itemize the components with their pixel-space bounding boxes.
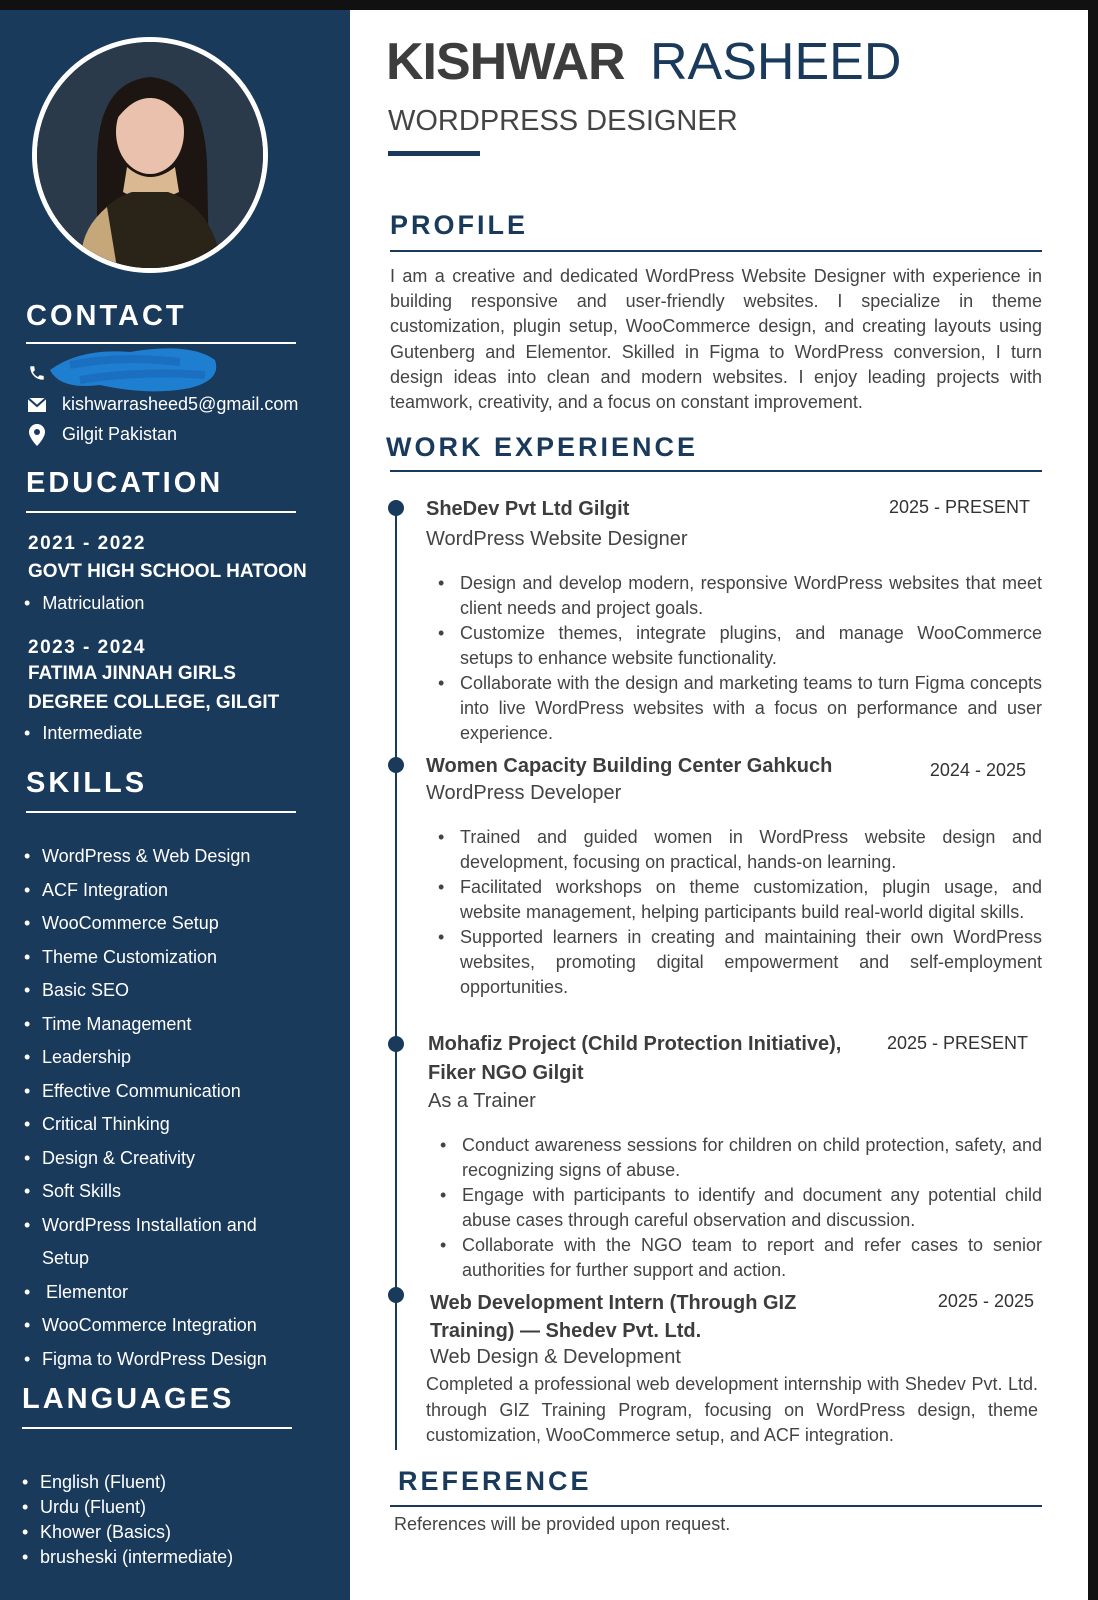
skill-label: WooCommerce Integration bbox=[42, 1315, 257, 1335]
edu-2-school-line1: FATIMA JINNAH GIRLS bbox=[28, 663, 236, 684]
skill-item: • WooCommerce Integration bbox=[24, 1309, 267, 1343]
redaction-scribble bbox=[40, 340, 230, 398]
resume-page bbox=[0, 10, 1088, 1600]
profile-photo bbox=[32, 37, 268, 273]
language-item: • Khower (Basics) bbox=[22, 1520, 233, 1545]
job-1-role: WordPress Website Designer bbox=[426, 528, 688, 550]
job-4-company-line1: Web Development Intern (Through GIZ bbox=[430, 1292, 797, 1314]
reference-heading: REFERENCE bbox=[398, 1466, 592, 1496]
job-4-description: Completed a professional web development internship with Shedev Pvt. Ltd. through GIZ Training Program, focusing on WordPress design, theme customization, WooCommerce setup, and ACF integration. bbox=[426, 1374, 1038, 1445]
skill-label: WooCommerce Setup bbox=[42, 913, 219, 933]
first-name: KISHWAR bbox=[386, 33, 625, 91]
languages-divider bbox=[22, 1427, 292, 1429]
skill-label: Effective Communication bbox=[42, 1080, 241, 1101]
email-text: kishwarrasheed5@gmail.com bbox=[62, 394, 299, 414]
skill-label: WordPress & Web Design bbox=[42, 846, 251, 866]
timeline-dot bbox=[388, 757, 404, 773]
skill-item: • Critical Thinking bbox=[24, 1108, 267, 1142]
education-divider bbox=[26, 511, 296, 513]
job-bullet: • Engage with participants to identify and document any potential child abuse cases through careful observation and discussion. bbox=[434, 1183, 1042, 1233]
skill-label: Design & Creativity bbox=[42, 1147, 196, 1168]
portrait-illustration bbox=[37, 42, 263, 268]
profile-divider bbox=[390, 250, 1042, 252]
languages-heading: LANGUAGES bbox=[22, 1383, 235, 1415]
skill-item: • Time Management bbox=[24, 1008, 267, 1042]
skill-label: Setup bbox=[42, 1248, 90, 1268]
skill-label: Leadership bbox=[42, 1047, 132, 1067]
profile-text: I am a creative and dedicated WordPress Website Designer with experience in building responsive and user-friendly websites. I specialize in theme customization, plugin setup, WooCommerce design, and creating layouts using Gutenberg and Elementor. Skilled in Figma to WordPress conversion, I turn design ideas into clean and modern websites. I enjoy leading projects with teamwork, creativity, and a focus on constant improvement. bbox=[390, 266, 1042, 413]
job-2-role: WordPress Developer bbox=[426, 782, 622, 804]
job-1-bullets bbox=[432, 571, 1042, 746]
skill-item: • Effective Communication bbox=[24, 1075, 267, 1109]
sidebar bbox=[0, 10, 350, 1600]
language-item: • Urdu (Fluent) bbox=[22, 1495, 233, 1520]
job-4-company-line2: Training) — Shedev Pvt. Ltd. bbox=[430, 1320, 702, 1342]
location-text: Gilgit Pakistan bbox=[62, 424, 178, 444]
job-3-role: As a Trainer bbox=[428, 1090, 536, 1112]
edu-2-school-line2: DEGREE COLLEGE, GILGIT bbox=[28, 692, 280, 713]
contact-phone[interactable] bbox=[26, 362, 176, 383]
education-heading: EDUCATION bbox=[26, 467, 224, 499]
timeline-dot bbox=[388, 1036, 404, 1052]
skill-label: ACF Integration bbox=[42, 879, 169, 900]
skill-label: Elementor bbox=[46, 1281, 129, 1302]
job-4-dates: 2025 - 2025 bbox=[937, 1291, 1034, 1311]
skill-label: WordPress Installation and bbox=[42, 1214, 257, 1235]
job-bullet: • Collaborate with the design and marketing teams to turn Figma concepts into live WordPress websites with a focus on performance and user experience. bbox=[432, 671, 1042, 746]
skill-item: • Soft Skills bbox=[24, 1175, 267, 1209]
job-bullet: • Customize themes, integrate plugins, and manage WooCommerce setups to enhance website functionality. bbox=[432, 621, 1042, 671]
skill-label: Basic SEO bbox=[42, 980, 130, 1000]
languages-list bbox=[22, 1470, 233, 1570]
skill-label: Critical Thinking bbox=[42, 1114, 170, 1134]
work-experience-heading: WORK EXPERIENCE bbox=[386, 432, 699, 462]
skill-item: • WooCommerce Setup bbox=[24, 907, 267, 941]
map-pin-icon bbox=[26, 425, 48, 445]
edu-2-detail: • Intermediate bbox=[24, 723, 142, 744]
skills-heading: SKILLS bbox=[26, 767, 148, 799]
skill-label: Soft Skills bbox=[42, 1181, 122, 1201]
skill-item: • ACF Integration bbox=[24, 874, 267, 908]
contact-email[interactable] bbox=[26, 394, 298, 415]
job-1-dates: 2025 - PRESENT bbox=[888, 497, 1030, 517]
reference-text: References will be provided upon request. bbox=[394, 1514, 731, 1534]
timeline-dot bbox=[388, 500, 404, 516]
main-content bbox=[350, 10, 1088, 1600]
language-label: Khower (Basics) bbox=[40, 1522, 172, 1542]
skill-item: • Theme Customization bbox=[24, 941, 267, 975]
mail-icon bbox=[26, 395, 48, 415]
job-bullet: • Facilitated workshops on theme customization, plugin usage, and website management, helping participants build real-world digital skills. bbox=[432, 875, 1042, 925]
job-bullet: • Conduct awareness sessions for children on child protection, safety, and recognizing signs of abuse. bbox=[434, 1133, 1042, 1183]
contact-location bbox=[26, 424, 177, 445]
skill-label: Time Management bbox=[42, 1013, 192, 1034]
language-label: English (Fluent) bbox=[40, 1472, 167, 1492]
job-3-company-line2: Fiker NGO Gilgit bbox=[428, 1062, 584, 1084]
language-item: • English (Fluent) bbox=[22, 1470, 233, 1495]
skill-item: • Basic SEO bbox=[24, 974, 267, 1008]
edu-1-school: GOVT HIGH SCHOOL HATOON bbox=[28, 561, 307, 582]
job-bullet: • Design and develop modern, responsive WordPress websites that meet client needs and project goals. bbox=[432, 571, 1042, 621]
skill-item: • Design & Creativity bbox=[24, 1142, 267, 1176]
skill-label: Figma to WordPress Design bbox=[42, 1348, 267, 1369]
job-1-company: SheDev Pvt Ltd Gilgit bbox=[426, 498, 630, 520]
skills-divider bbox=[26, 811, 296, 813]
job-bullet: • Collaborate with the NGO team to report and refer cases to senior authorities for further support and action. bbox=[434, 1233, 1042, 1283]
timeline-line bbox=[395, 500, 397, 1450]
job-2-company: Women Capacity Building Center Gahkuch bbox=[426, 755, 833, 777]
language-item: • brusheski (intermediate) bbox=[22, 1545, 233, 1570]
last-name: RASHEED bbox=[650, 33, 902, 91]
skill-item: • Elementor bbox=[24, 1276, 267, 1310]
skill-item: • WordPress Installation and bbox=[24, 1209, 267, 1243]
job-4-role: Web Design & Development bbox=[430, 1346, 681, 1368]
job-3-bullets bbox=[434, 1133, 1042, 1283]
skill-item: • Leadership bbox=[24, 1041, 267, 1075]
job-bullet: • Trained and guided women in WordPress website design and development, focusing on practical, hands-on learning. bbox=[432, 825, 1042, 875]
edu-1-detail: • Matriculation bbox=[24, 593, 144, 614]
contact-heading: CONTACT bbox=[26, 300, 187, 332]
profile-heading: PROFILE bbox=[390, 210, 529, 240]
reference-divider bbox=[390, 1505, 1042, 1507]
edu-2-years: 2023 - 2024 bbox=[28, 637, 146, 658]
job-title: WORDPRESS DESIGNER bbox=[388, 105, 738, 137]
language-label: brusheski (intermediate) bbox=[40, 1547, 234, 1567]
title-underline bbox=[388, 151, 480, 156]
skill-item-continuation bbox=[24, 1242, 267, 1276]
skill-label: Theme Customization bbox=[42, 946, 218, 967]
job-2-dates: 2024 - 2025 bbox=[929, 760, 1026, 780]
job-3-dates: 2025 - PRESENT bbox=[886, 1033, 1028, 1053]
job-bullet: • Supported learners in creating and maintaining their own WordPress websites, promoting digital empowerment and self-employment opportunities. bbox=[432, 925, 1042, 1000]
skill-item: • Figma to WordPress Design bbox=[24, 1343, 267, 1377]
job-3-company-line1: Mohafiz Project (Child Protection Initiative), bbox=[428, 1033, 842, 1055]
work-experience-divider bbox=[390, 470, 1042, 472]
job-2-bullets bbox=[432, 825, 1042, 1000]
timeline-dot bbox=[388, 1287, 404, 1303]
skill-item: • WordPress & Web Design bbox=[24, 840, 267, 874]
language-label: Urdu (Fluent) bbox=[40, 1497, 147, 1517]
skills-list bbox=[24, 840, 267, 1376]
edu-1-years: 2021 - 2022 bbox=[28, 533, 146, 554]
